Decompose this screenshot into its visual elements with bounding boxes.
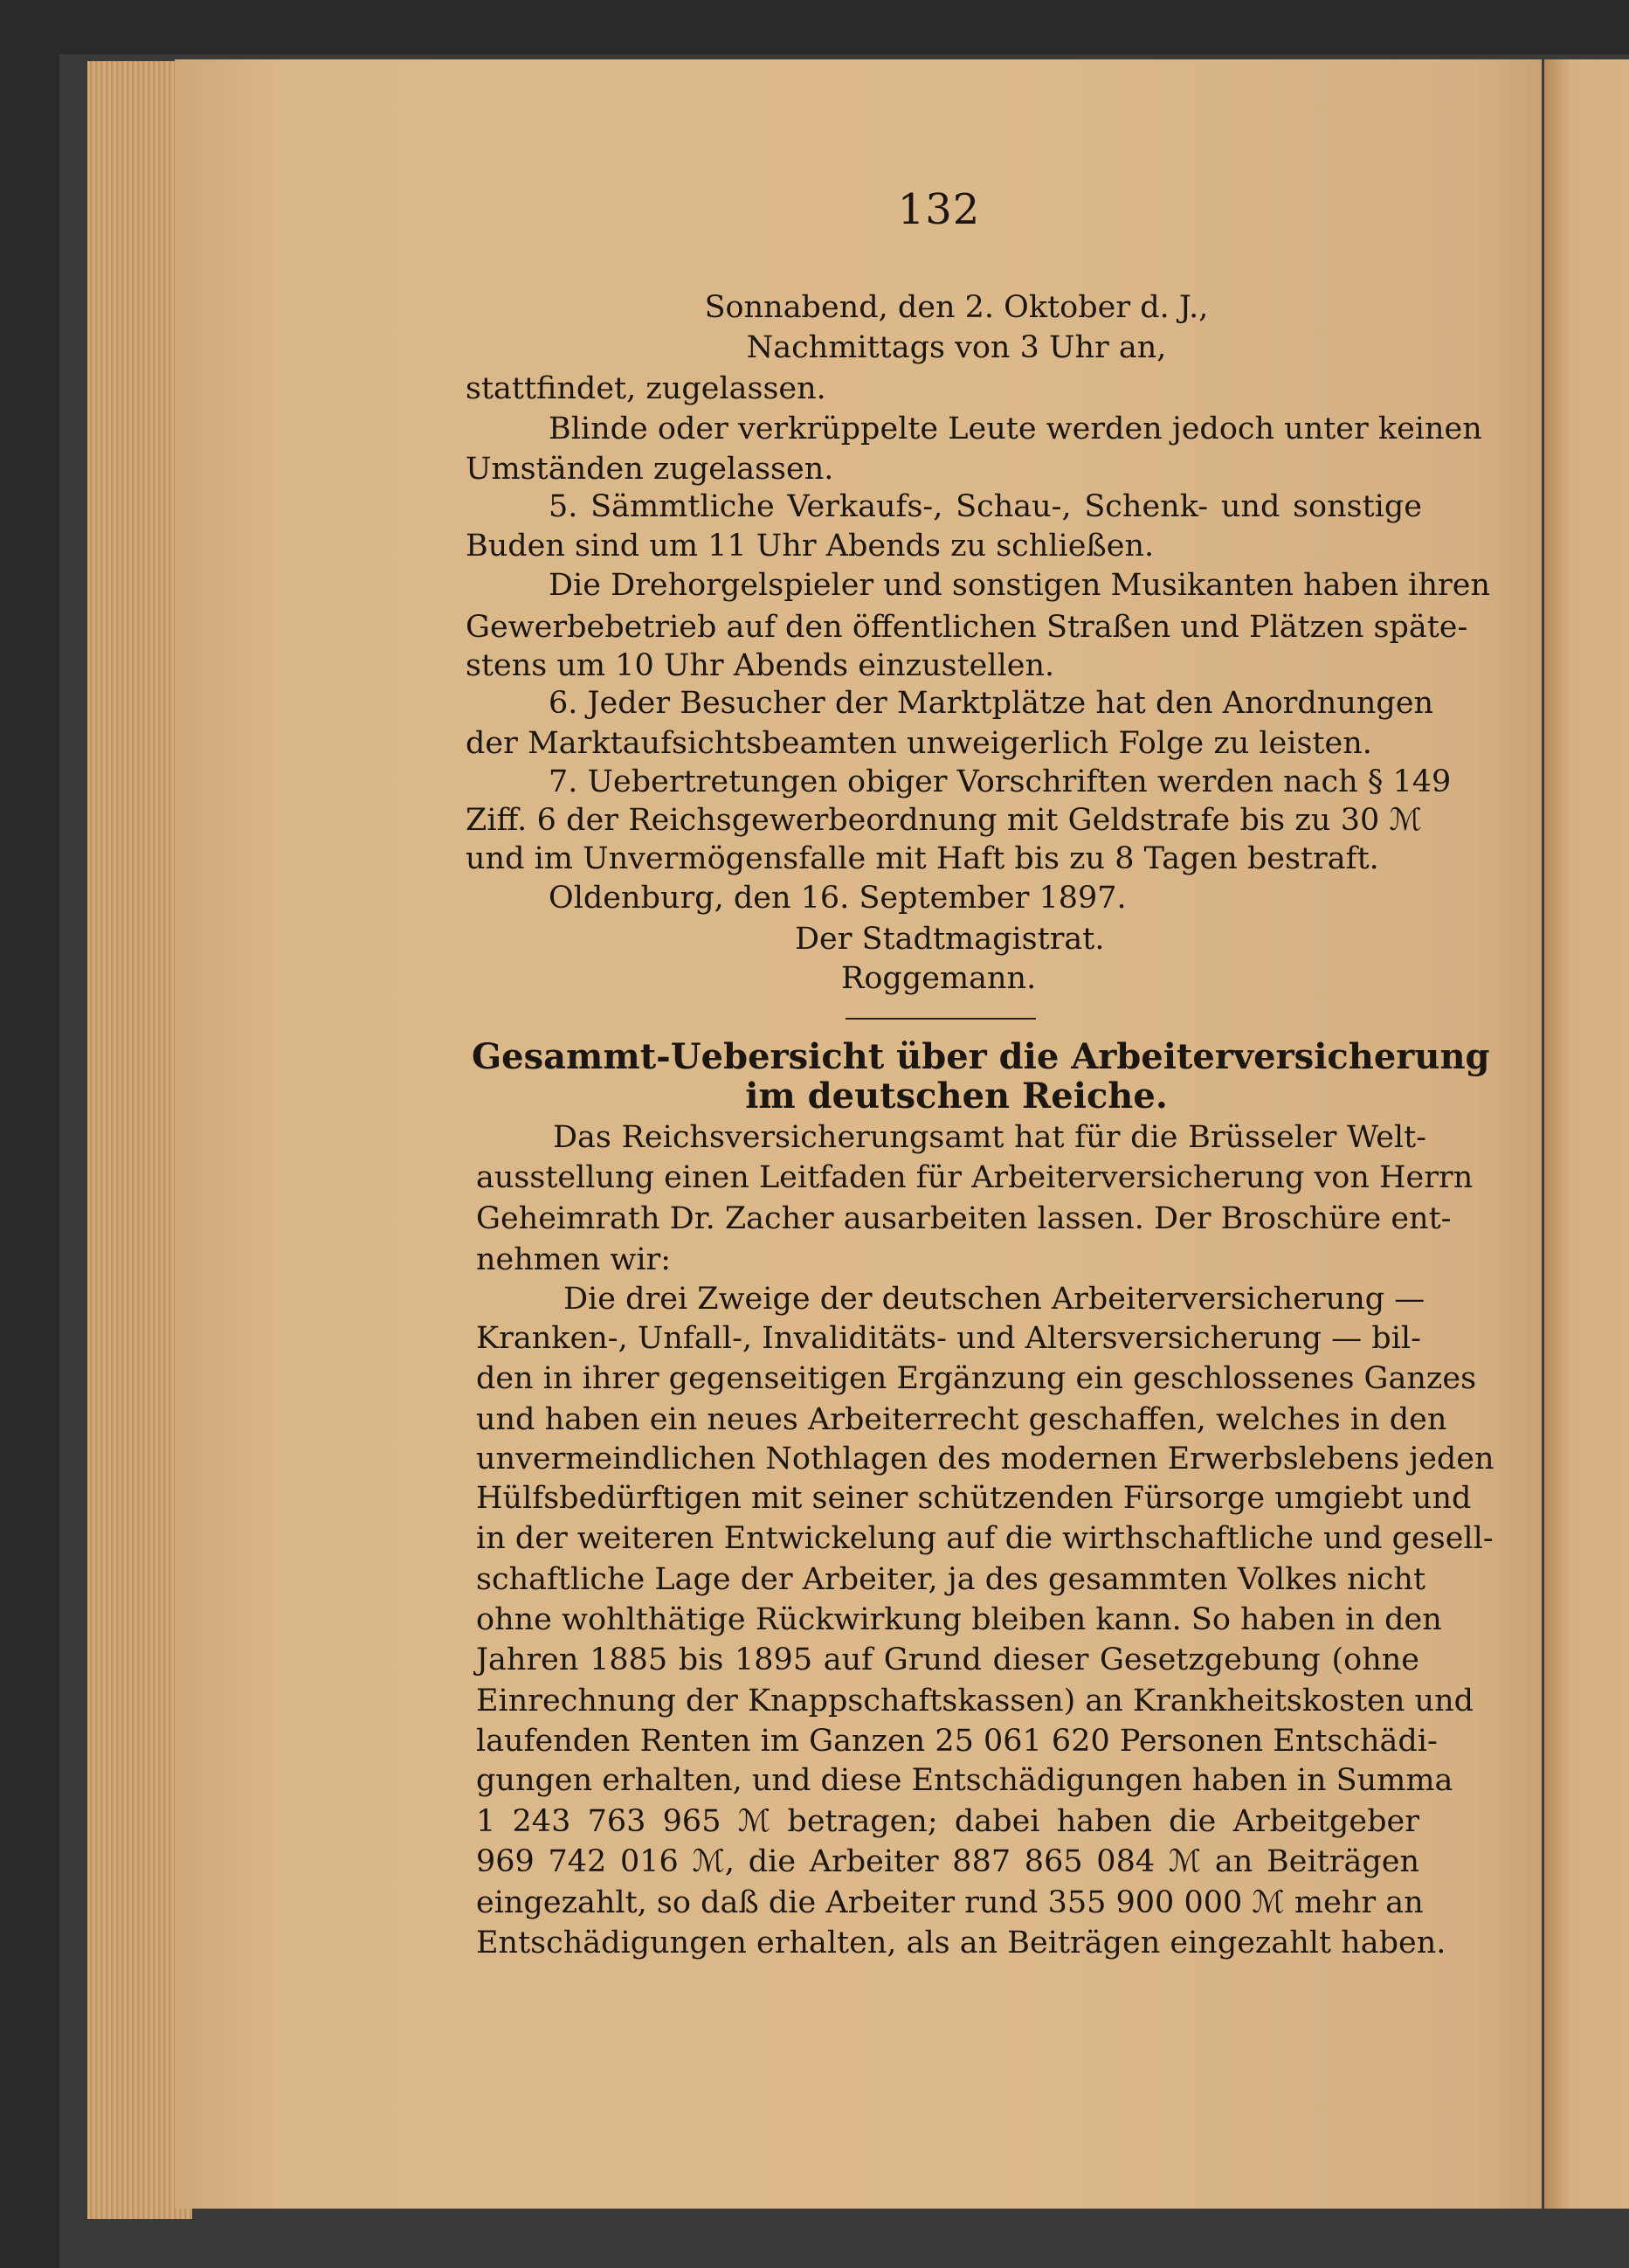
text-line: Buden sind um 11 Uhr Abends zu schließen. bbox=[466, 529, 1155, 564]
date-line: Sonnabend, den 2. Oktober d. J., bbox=[704, 290, 1209, 325]
text-line: und haben ein neues Arbeiterrecht geschaffen, welches in den bbox=[476, 1402, 1447, 1437]
text-line: in der weiteren Entwickelung auf die wirthschaftliche und gesell- bbox=[476, 1521, 1494, 1556]
section-divider bbox=[846, 1018, 1036, 1020]
text-line: stattfindet, zugelassen. bbox=[466, 371, 826, 406]
text-line: schaftliche Lage der Arbeiter, ja des gesammten Volkes nicht bbox=[476, 1562, 1426, 1597]
section-heading: Gesammt-Uebersicht über die Arbeiterversicherung bbox=[472, 1036, 1490, 1077]
text-line: den in ihrer gegenseitigen Ergänzung ein geschlossenes Ganzes bbox=[476, 1361, 1477, 1396]
text-line: und im Unvermögensfalle mit Haft bis zu 8 Tagen bestraft. bbox=[466, 841, 1379, 876]
text-line: Ziff. 6 der Reichsgewerbeordnung mit Geldstrafe bis zu 30 ℳ bbox=[466, 803, 1422, 838]
text-line: Entschädigungen erhalten, als an Beiträgen eingezahlt haben. bbox=[476, 1926, 1446, 1960]
text-line: Kranken-, Unfall-, Invaliditäts- und Altersversicherung — bil- bbox=[476, 1321, 1421, 1356]
text-line: Geheimrath Dr. Zacher ausarbeiten lassen. Der Broschüre ent- bbox=[476, 1201, 1452, 1236]
text-line: nehmen wir: bbox=[476, 1242, 672, 1277]
page-number: 132 bbox=[897, 185, 981, 234]
signature-date: Oldenburg, den 16. September 1897. bbox=[549, 881, 1127, 916]
text-line: unvermeindlichen Nothlagen des modernen Erwerbslebens jeden bbox=[476, 1442, 1494, 1476]
text-line: laufenden Renten im Ganzen 25 061 620 Personen Entschädi- bbox=[476, 1724, 1438, 1759]
text-line: stens um 10 Uhr Abends einzustellen. bbox=[466, 648, 1055, 683]
text-line: Das Reichsversicherungsamt hat für die Brüsseler Welt- bbox=[553, 1120, 1426, 1155]
text-line: 1 243 763 965 ℳ betragen; dabei haben die Arbeitgeber bbox=[476, 1804, 1419, 1839]
text-line: Hülfsbedürftigen mit seiner schützenden Fürsorge umgiebt und bbox=[476, 1481, 1472, 1516]
text-line: eingezahlt, so daß die Arbeiter rund 355 900 000 ℳ mehr an bbox=[476, 1885, 1424, 1920]
text-line: Umständen zugelassen. bbox=[466, 452, 834, 487]
text-line: 5. Sämmtliche Verkaufs-, Schau-, Schenk- und sonstige bbox=[549, 489, 1422, 524]
text-line: ohne wohlthätige Rückwirkung bleiben kann. So haben in den bbox=[476, 1602, 1442, 1637]
text-line: Blinde oder verkrüppelte Leute werden jedoch unter keinen bbox=[549, 411, 1482, 446]
text-line: Gewerbebetrieb auf den öffentlichen Straßen und Plätzen späte- bbox=[466, 610, 1468, 645]
text-line: Jahren 1885 bis 1895 auf Grund dieser Gesetzgebung (ohne bbox=[476, 1642, 1419, 1677]
text-line: 969 742 016 ℳ, die Arbeiter 887 865 084 ℳ an Beiträgen bbox=[476, 1844, 1419, 1879]
text-line: gungen erhalten, und diese Entschädigungen haben in Summa bbox=[476, 1763, 1453, 1798]
text-line: Die Drehorgelspieler und sonstigen Musikanten haben ihren bbox=[549, 568, 1490, 603]
text-line: ausstellung einen Leitfaden für Arbeiterversicherung von Herrn bbox=[476, 1160, 1474, 1195]
text-line: Die drei Zweige der deutschen Arbeiterversicherung — bbox=[563, 1282, 1425, 1317]
signature-name: Roggemann. bbox=[841, 961, 1037, 996]
text-line: 6. Jeder Besucher der Marktplätze hat den Anordnungen bbox=[549, 686, 1434, 721]
signature-office: Der Stadtmagistrat. bbox=[795, 922, 1105, 957]
text-line: der Marktaufsichtsbeamten unweigerlich Folge zu leisten. bbox=[466, 726, 1372, 761]
text-line: Einrechnung der Knappschaftskassen) an Krankheitskosten und bbox=[476, 1684, 1474, 1718]
section-heading-2: im deutschen Reiche. bbox=[745, 1075, 1168, 1117]
text-line: 7. Uebertretungen obiger Vorschriften werden nach § 149 bbox=[549, 764, 1452, 799]
adjacent-page bbox=[1544, 59, 1629, 2209]
time-line: Nachmittags von 3 Uhr an, bbox=[746, 330, 1167, 365]
